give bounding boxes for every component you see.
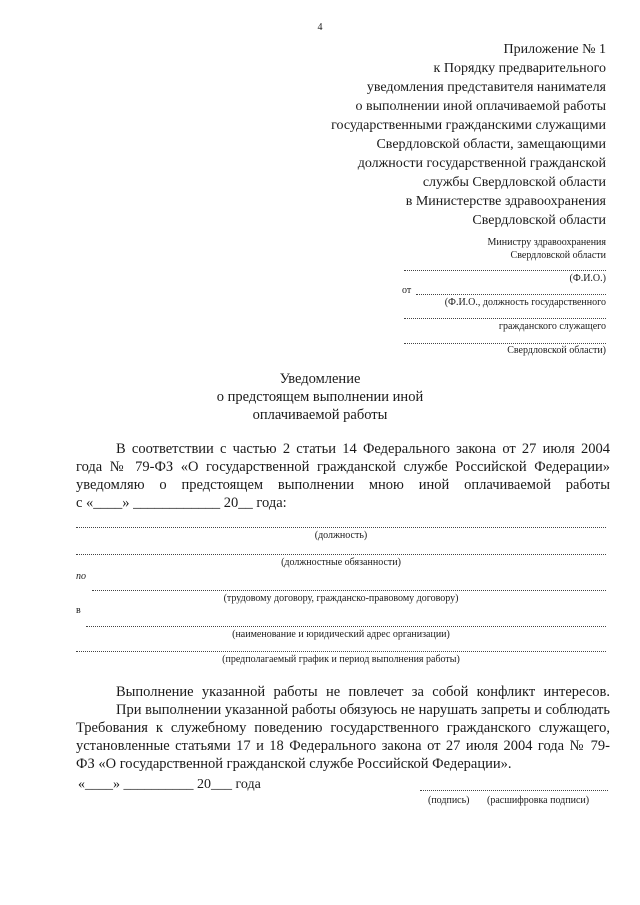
from-line[interactable] — [416, 294, 606, 295]
title-line: Уведомление — [279, 371, 361, 387]
paragraph-line: года № 79-ФЗ «О государственной гражданской службе Российской Федерации» — [76, 459, 610, 475]
schedule-caption: (предполагаемый график и период выполнения работы) — [222, 654, 460, 665]
appendix-header — [186, 40, 606, 230]
appendix-line: государственными гражданскими служащими — [331, 118, 606, 133]
duties-line[interactable] — [76, 554, 606, 555]
paragraph-line: Требования к служебному поведению государственного гражданского служащего, — [76, 720, 610, 736]
addressee-line: Министру здравоохранения — [487, 237, 606, 248]
addressee-line: Свердловской области — [510, 250, 606, 261]
employee-caption: гражданского служащего — [498, 321, 606, 332]
organization-line[interactable] — [86, 626, 606, 627]
signature-caption: (подпись) — [428, 795, 470, 806]
paragraph-line: При выполнении указанной работы обязуюсь не нарушать запреты и соблюдать — [116, 702, 610, 718]
position-caption: (должность) — [314, 530, 368, 541]
notice-paragraph — [76, 440, 610, 512]
page-number: 4 — [317, 22, 323, 33]
appendix-line: о выполнении иной оплачиваемой работы — [355, 99, 606, 114]
appendix-line: уведомления представителя нанимателя — [366, 80, 606, 95]
region-line[interactable] — [404, 343, 606, 344]
signature-decode-caption: (расшифровка подписи) — [487, 795, 590, 806]
position-line[interactable] — [76, 527, 606, 528]
title-line: оплачиваемой работы — [252, 407, 388, 423]
employee-line[interactable] — [404, 318, 606, 319]
contract-line[interactable] — [92, 590, 606, 591]
obligation-paragraph — [76, 683, 610, 773]
paragraph-line: установленные статьями 17 и 18 Федерального закона от 27 июля 2004 года № 79- — [76, 738, 610, 754]
schedule-line[interactable] — [76, 651, 606, 652]
fio-caption: (Ф.И.О.) — [569, 273, 606, 284]
from-caption: (Ф.И.О., должность государственного — [444, 297, 606, 308]
paragraph-line: ФЗ «О государственной гражданской службе Российской Федерации». — [76, 756, 512, 772]
paragraph-line: с «____» ____________ 20__ года: — [76, 495, 287, 511]
title-line: о предстоящем выполнении иной — [216, 389, 424, 405]
signature-date: «____» __________ 20___ года — [78, 777, 261, 792]
paragraph-line: уведомляю о предстоящем выполнении мною иной оплачиваемой работы — [76, 477, 610, 493]
appendix-line: к Порядку предварительного — [433, 61, 606, 76]
appendix-line: службы Свердловской области — [422, 175, 606, 190]
addressee-block — [346, 236, 606, 262]
from-label: от — [402, 285, 412, 296]
document-title — [150, 370, 490, 424]
contract-caption: (трудовому договору, гражданско-правовому договору) — [223, 593, 459, 604]
organization-caption: (наименование и юридический адрес организации) — [232, 629, 450, 640]
paragraph-line: В соответствии с частью 2 статьи 14 Федерального закона от 27 июля 2004 — [116, 441, 610, 457]
fio-line[interactable] — [404, 270, 606, 271]
paragraph-line: Выполнение указанной работы не повлечет за собой конфликт интересов. — [116, 684, 610, 700]
region-caption: Свердловской области) — [507, 345, 606, 356]
appendix-line: должности государственной гражданской — [357, 156, 606, 171]
appendix-line: Свердловской области — [472, 213, 606, 228]
appendix-line: в Министерстве здравоохранения — [405, 194, 606, 209]
signature-line[interactable] — [420, 790, 608, 791]
appendix-line: Приложение № 1 — [503, 42, 606, 57]
duties-caption: (должностные обязанности) — [281, 557, 401, 568]
in-prefix: в — [76, 605, 81, 616]
by-prefix: по — [76, 571, 86, 582]
appendix-line: Свердловской области, замещающими — [376, 137, 606, 152]
